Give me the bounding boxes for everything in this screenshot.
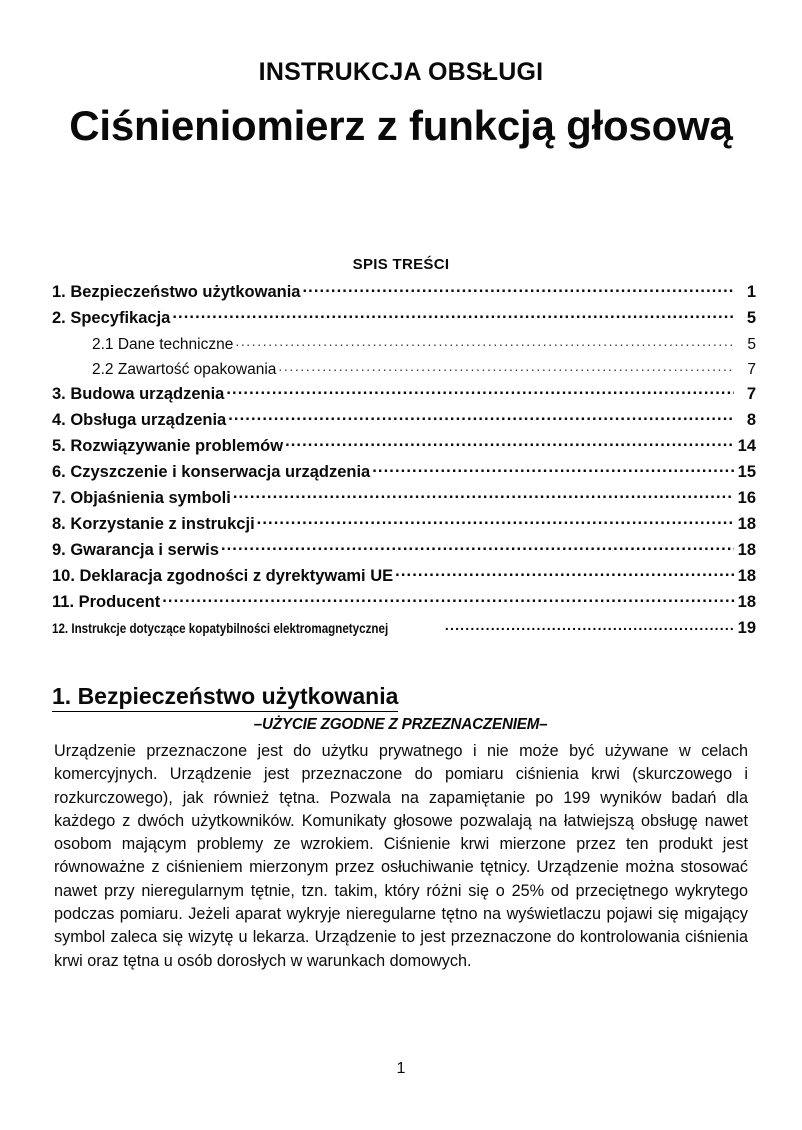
toc-entry-label: 10. Deklaracja zgodności z dyrektywami UE: [52, 567, 394, 585]
toc-entry[interactable]: [52, 619, 756, 644]
toc-entry-page: 7: [746, 385, 756, 403]
toc-entry-label: 11. Producent: [52, 593, 161, 611]
toc-entry[interactable]: [52, 489, 756, 515]
toc-entry[interactable]: [52, 283, 756, 309]
toc-entry-label: 12. Instrukcje dotyczące kopatybilności elektromagnetycznej: [52, 621, 389, 636]
toc-entry-page: 1: [746, 283, 756, 301]
toc-leader-dots: [226, 385, 734, 399]
toc-entry-label: 3. Budowa urządzenia: [52, 385, 225, 403]
toc-leader-dots: [233, 489, 734, 503]
toc-entry[interactable]: [52, 385, 756, 411]
toc-entry[interactable]: [52, 593, 756, 619]
toc-entry-page: 8: [746, 411, 756, 429]
toc-entry[interactable]: [52, 463, 756, 489]
section-body-text: Urządzenie przeznaczone jest do użytku prywatnego i nie może być używane w celach komercyjnych. Urządzenie jest przeznaczone do pomiaru ciśnienia krwi (skurczowego i rozkurczowego), jak również tętna. Pozwala na zapamiętanie po 199 wyników badań dla każdego z dwóch użytkowników. Komunikaty głosowe pozwalają na łatwiejszą obsługę nawet osobom mającym problemy ze wzrokiem. Ciśnienie krwi mierzone przez ten produkt jest równoważne z ciśnieniem mierzonym przez osłuchiwanie tętnicy. Urządzenie można stosować nawet przy nieregularnym tętnie, tzn. takim, który różni się o 25% od przeciętnego wykrytego podczas pomiaru. Jeżeli aparat wykryje nieregularne tętno na wyświetlaczu pojawi się migający symbol zaleca się wizytę u lekarza. Urządzenie to jest przeznaczone do kontrolowania ciśnienia krwi oraz tętna u osób dorosłych w warunkach domowych.: [54, 742, 748, 970]
toc-entry-label: 8. Korzystanie z instrukcji: [52, 515, 255, 533]
toc-entry-page: 5: [747, 336, 756, 353]
toc-leader-dots: [372, 463, 734, 477]
toc-entry-label: 2.2 Zawartość opakowania: [92, 361, 277, 378]
toc-entry[interactable]: [52, 567, 756, 593]
toc-entry-page: 18: [737, 593, 756, 611]
toc-entry-page: 18: [737, 541, 756, 559]
toc-entry-page: 7: [747, 361, 756, 378]
toc-entry[interactable]: [52, 309, 756, 335]
toc-entry-label: 1. Bezpieczeństwo użytkowania: [52, 283, 301, 301]
toc-entry-label: 7. Objaśnienia symboli: [52, 489, 231, 507]
toc-leader-dots: [257, 515, 734, 529]
toc-entry-page: 16: [737, 489, 756, 507]
toc-entry[interactable]: [52, 437, 756, 463]
toc-entry-label: 9. Gwarancja i serwis: [52, 541, 219, 559]
toc-leader-dots: [162, 593, 734, 607]
toc-leader-dots: [395, 567, 734, 581]
page-number: 1: [396, 1060, 406, 1077]
toc-entry[interactable]: [52, 411, 756, 437]
toc-leader-dots: [285, 437, 734, 451]
toc-leader-dots: [221, 541, 734, 555]
toc-entry[interactable]: [52, 360, 756, 385]
toc-entry[interactable]: [52, 335, 756, 360]
toc-entry[interactable]: [52, 541, 756, 567]
toc-entry-page: 19: [737, 619, 756, 637]
toc-entry-label: 4. Obsługa urządzenia: [52, 411, 227, 429]
table-of-contents: [52, 283, 756, 644]
page-title: Ciśnieniomierz z funkcją głosową: [69, 102, 733, 149]
toc-leader-dots: [445, 619, 734, 633]
section-subtitle: [0, 716, 802, 734]
toc-leader-dots: [235, 335, 734, 349]
document-kicker: INSTRUKCJA OBSŁUGI: [258, 58, 544, 86]
toc-leader-dots: [278, 360, 734, 374]
toc-entry-label: 6. Czyszczenie i konserwacja urządzenia: [52, 463, 371, 481]
toc-entry-page: 5: [746, 309, 756, 327]
toc-entry-label: 2. Specyfikacja: [52, 309, 171, 327]
toc-leader-dots: [172, 309, 734, 323]
toc-leader-dots: [228, 411, 734, 425]
section-subtitle-text: –UŻYCIE ZGODNE Z PRZEZNACZENIEM–: [254, 716, 548, 733]
toc-entry-page: 14: [737, 437, 756, 455]
toc-entry-label: 5. Rozwiązywanie problemów: [52, 437, 284, 455]
toc-heading: SPIS TREŚCI: [352, 256, 450, 273]
toc-leader-dots: [302, 283, 734, 297]
toc-entry-page: 15: [737, 463, 756, 481]
toc-entry[interactable]: [52, 515, 756, 541]
section-heading: 1. Bezpieczeństwo użytkowania: [52, 684, 398, 712]
toc-entry-page: 18: [737, 567, 756, 585]
toc-entry-page: 18: [737, 515, 756, 533]
toc-entry-label: 2.1 Dane techniczne: [92, 336, 234, 353]
